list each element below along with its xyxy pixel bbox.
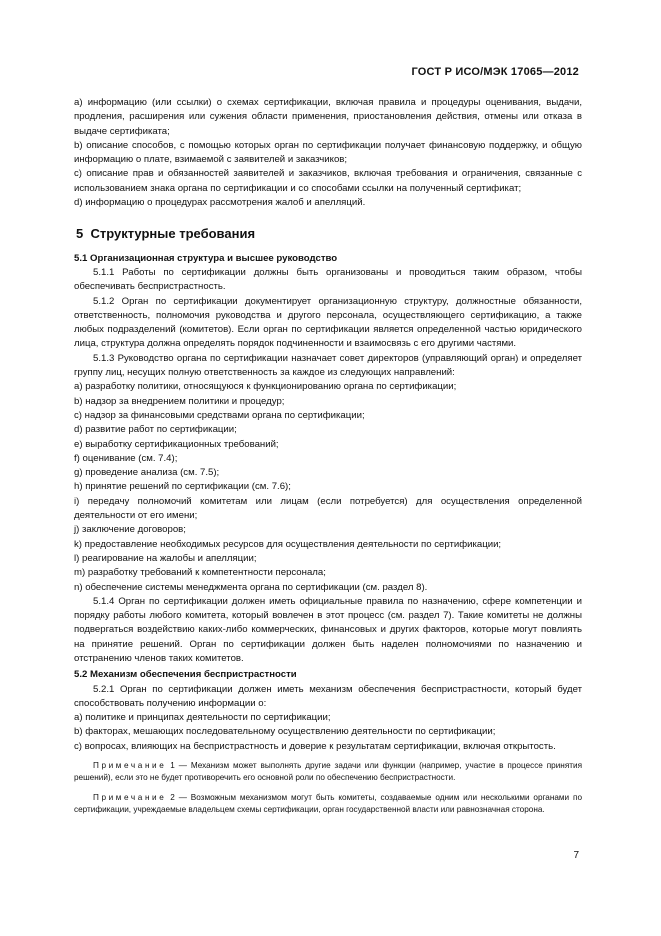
list-item: g) проведение анализа (см. 7.5);	[74, 467, 220, 479]
list-item: i) передачу полномочий комитетам или лицам (если потребуется) для осуществления определенной деятельности от его имени;	[74, 495, 582, 522]
list-item: a) разработку политики, относящуюся к функционированию органа по сертификации;	[74, 381, 457, 393]
list-item: k) предоставление необходимых ресурсов для осуществления деятельности по сертификации;	[74, 538, 502, 550]
paragraph: 5.1.2 Орган по сертификации документирует организационную структуру, должностные обязанности, ответственность, полномочия руководства и другого персонала, осуществляющего сертификацию, а также любых подразделений (комитетов). Если орган по сертификации является определенной частью юридического лица, структура должна определять порядок подчиненности и взаимосвязь с его другими частями.	[74, 295, 582, 350]
standard-header: ГОСТ Р ИСО/МЭК 17065—2012	[411, 66, 579, 78]
top-list	[74, 96, 582, 210]
list-item: a) политике и принципах деятельности по сертификации;	[74, 712, 331, 724]
list-item: b) факторах, мешающих последовательному осуществлению деятельности по сертификации;	[74, 726, 496, 738]
list-item: h) принятие решений по сертификации (см. 7.6);	[74, 481, 291, 493]
list-item: j) заключение договоров;	[74, 524, 186, 536]
impartiality-list	[74, 711, 582, 754]
list-item: n) обеспечение системы менеджмента органа по сертификации (см. раздел 8).	[74, 581, 428, 593]
list-item: c) описание прав и обязанностей заявителей и заказчиков, включая требования и ограничения, связанные с использованием знака органа по сертификации и со способами ссылки на полученный сертификат;	[74, 168, 582, 194]
list-item: d) информацию о процедурах рассмотрения жалоб и апелляций.	[74, 197, 366, 209]
section-heading: 5 Структурные требования	[76, 226, 256, 242]
list-item: f) оценивание (см. 7.4);	[74, 452, 178, 464]
document-body	[74, 96, 582, 824]
list-item: b) описание способов, с помощью которых орган по сертификации получает финансовую поддержку, и общую информацию о плате, взимаемой с заявителей и заказчиков;	[74, 139, 582, 166]
page-number: 7	[573, 850, 579, 861]
paragraph: 5.2.1 Орган по сертификации должен иметь механизм обеспечения беспристрастности, который будет способствовать получению информации о:	[74, 683, 582, 709]
list-item: l) реагирование на жалобы и апелляции;	[74, 552, 257, 564]
list-item: m) разработку требований к компетентности персонала;	[74, 567, 326, 579]
paragraph: 5.1.4 Орган по сертификации должен иметь официальные правила по назначению, сфере компетенции и порядку работы любого комитета, который вовлечен в этот процесс (см. раздел 7). Такие комитеты не должны подвергаться воздействию каких-либо коммерческих, финансовых и других факторов, которые могут повлиять на принятие решений. Орган по сертификации должен быть наделен полномочиями по назначению и отстранению членов таких комитетов.	[74, 595, 582, 664]
responsibility-list	[74, 380, 582, 594]
subsection-heading: 5.1 Организационная структура и высшее руководство	[74, 252, 338, 264]
note: Примечание 2 — Возможным механизмом могут быть комитеты, создаваемые одним или несколькими органами по сертификации, учреждаемые владельцем схемы сертификации, орган государственной власти или равнозначная сторона.	[74, 793, 582, 815]
list-item: b) надзор за внедрением политики и процедур;	[74, 395, 285, 407]
list-item: d) развитие работ по сертификации;	[74, 424, 237, 436]
paragraph: 5.1.3 Руководство органа по сертификации назначает совет директоров (управляющий орган) и определяет группу лиц, несущих полную ответственность за каждое из следующих направлений:	[74, 352, 582, 379]
list-item: a) информацию (или ссылки) о схемах сертификации, включая правила и процедуры оценивания, выдачи, продления, расширения или сужения области применения, приостановления действия, отмены или отказа в выдаче сертификата;	[74, 97, 582, 137]
list-item: c) надзор за финансовыми средствами органа по сертификации;	[74, 409, 365, 421]
subsection-heading: 5.2 Механизм обеспечения беспристрастности	[74, 669, 297, 681]
paragraph: 5.1.1 Работы по сертификации должны быть организованы и проводиться таким образом, чтобы обеспечивать беспристрастность.	[74, 266, 582, 293]
list-item: e) выработку сертификационных требований;	[74, 438, 279, 450]
list-item: c) вопросах, влияющих на беспристрастность и доверие к результатам сертификации, включая открытость.	[74, 740, 556, 752]
note: Примечание 1 — Механизм может выполнять другие задачи или функции (например, участие в процессе принятия решений), если это не будет противоречить его основной роли по обеспечению беспристрастности.	[74, 761, 583, 783]
